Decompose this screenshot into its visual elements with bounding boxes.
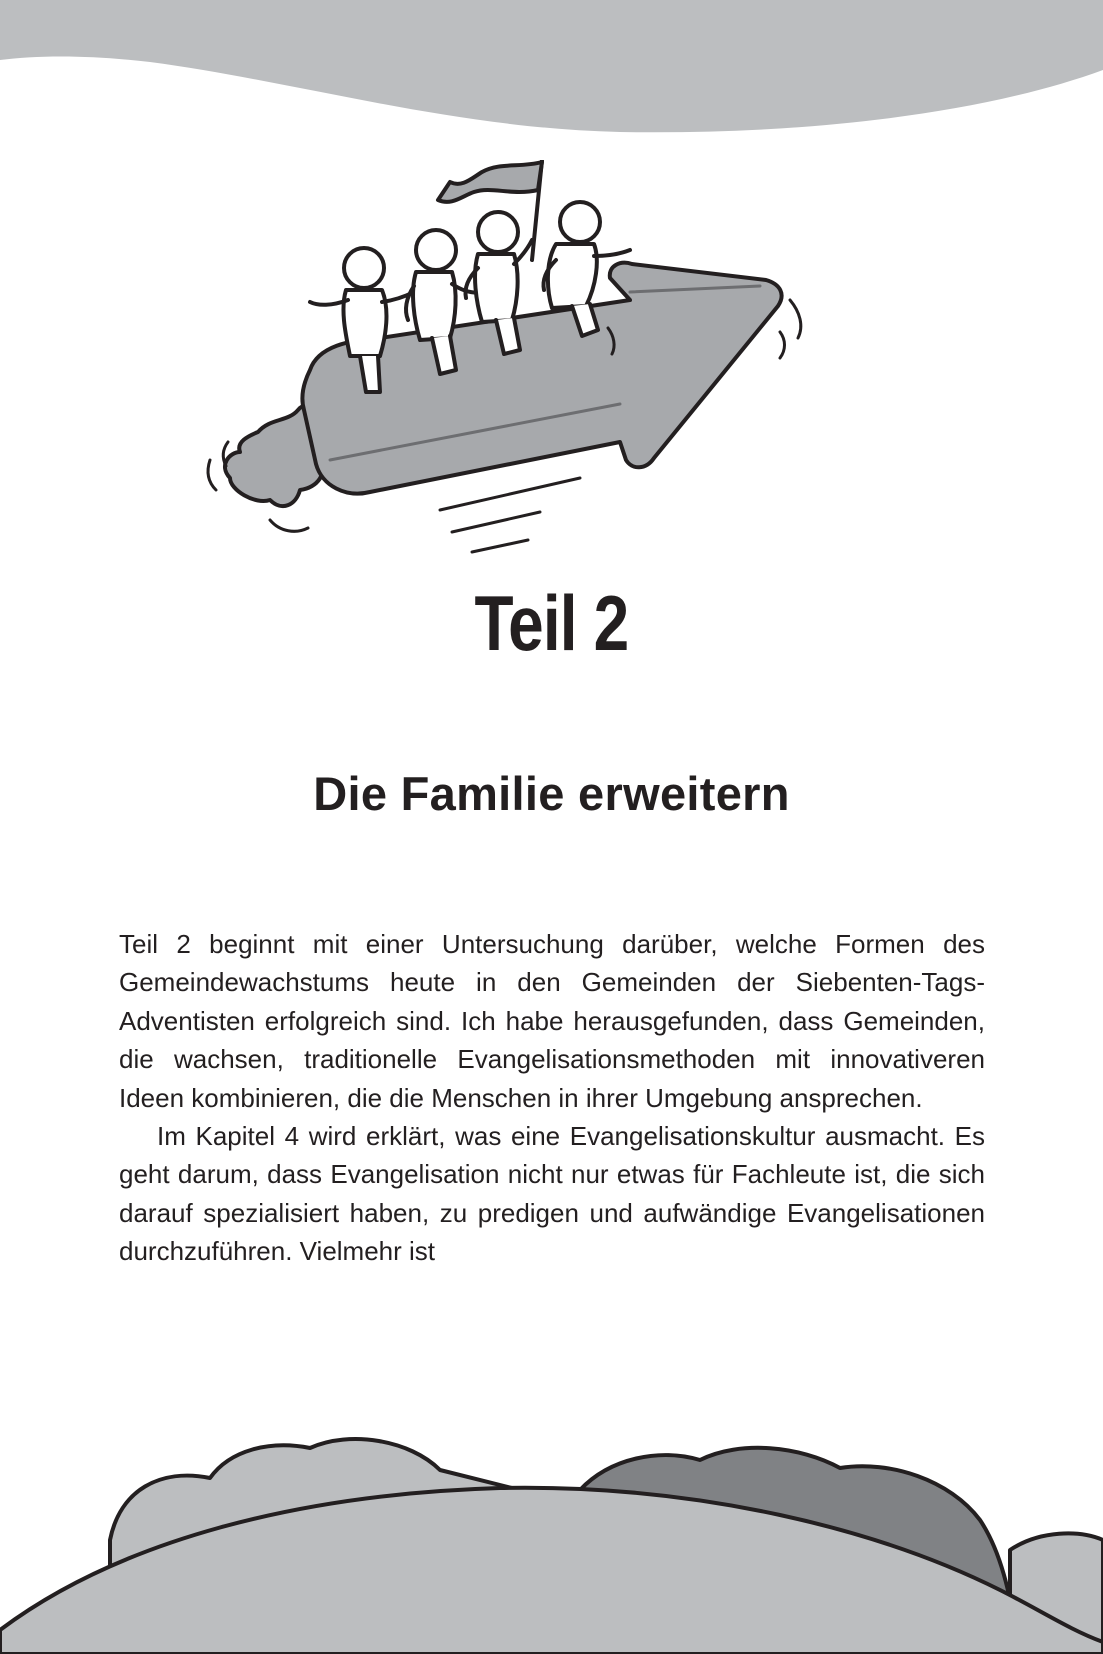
body-text [119, 925, 985, 1271]
section-title: Die Familie erweitern [313, 767, 790, 820]
paragraph-1: Teil 2 beginnt mit einer Untersuchung darüber, welche Formen des Gemeindewachstums heute in den Gemeinden der Siebenten-Tags-Adventisten erfolgreich sind. Ich habe herausgefunden, dass Gemeinden, die wachsen, traditionelle Evangelisationsmethoden mit innovativeren Ideen kombinieren, die die Menschen in ihrer Umgebung ansprechen. [119, 929, 985, 1113]
people-riding-arrow-icon [200, 160, 840, 590]
bottom-hills-decoration [0, 1390, 1103, 1654]
paragraph-2: Im Kapitel 4 wird erklärt, was eine Evangelisationskultur ausmacht. Es geht darum, dass Evangelisation nicht nur etwas für Fachleute ist, die sich darauf spezialisiert haben, zu predigen und aufwändige Evangelisationen durchzuführen. Vielmehr ist [119, 1121, 985, 1267]
top-wave-banner [0, 0, 1103, 140]
part-title: Teil 2 [474, 579, 629, 667]
